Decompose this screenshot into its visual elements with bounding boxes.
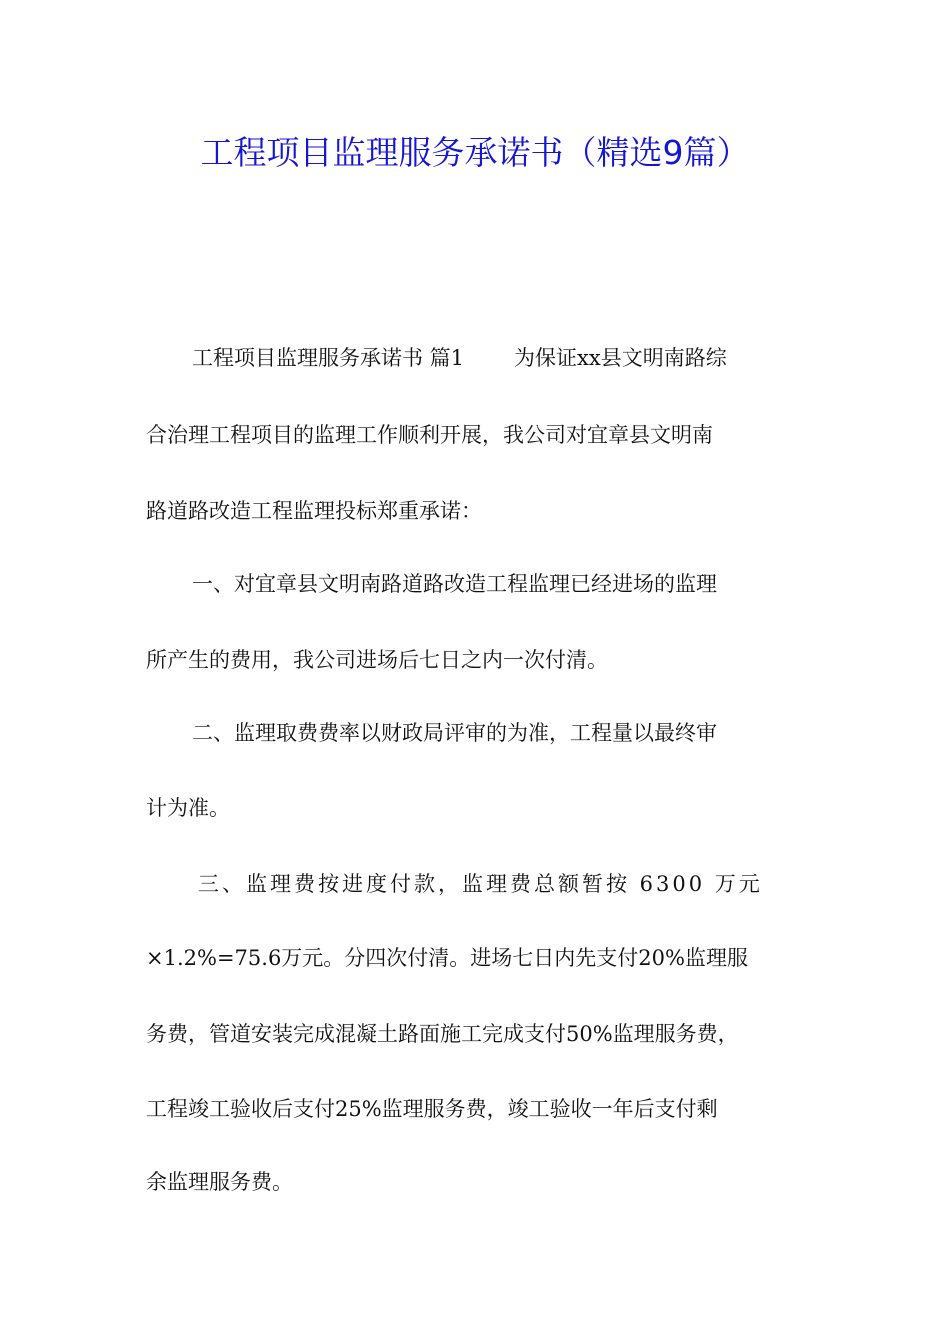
paragraph-line: 务费，管道安装完成混凝土路面施工完成支付50%监理服务费， [146,1022,739,1046]
paragraph-line: 一、对宜章县文明南路道路改造工程监理已经进场的监理 [192,572,717,596]
section-heading: 工程项目监理服务承诺书 篇1 [192,346,465,370]
paragraph-line [192,343,816,373]
paragraph-text: 为保证xx县文明南路综 [514,346,727,370]
paragraph-line: 路道路改造工程监理投标郑重承诺： [146,499,482,523]
paragraph-line: 三、监理费按进度付款，监理费总额暂按 6300 万元 [198,872,763,896]
paragraph-line: 所产生的费用，我公司进场后七日之内一次付清。 [146,648,608,672]
paragraph-line: ×1.2%=75.6万元。分四次付清。进场七日内先支付20%监理服 [146,946,748,970]
paragraph-line: 工程竣工验收后支付25%监理服务费，竣工验收一年后支付剩 [146,1097,718,1121]
paragraph-line: 计为准。 [146,796,230,820]
paragraph-line: 余监理服务费。 [146,1170,293,1194]
paragraph-line: 二、监理取费费率以财政局评审的为准，工程量以最终审 [192,721,717,745]
document-title: 工程项目监理服务承诺书（精选9篇） [200,133,750,172]
paragraph-line: 合治理工程项目的监理工作顺利开展，我公司对宜章县文明南 [146,423,713,447]
